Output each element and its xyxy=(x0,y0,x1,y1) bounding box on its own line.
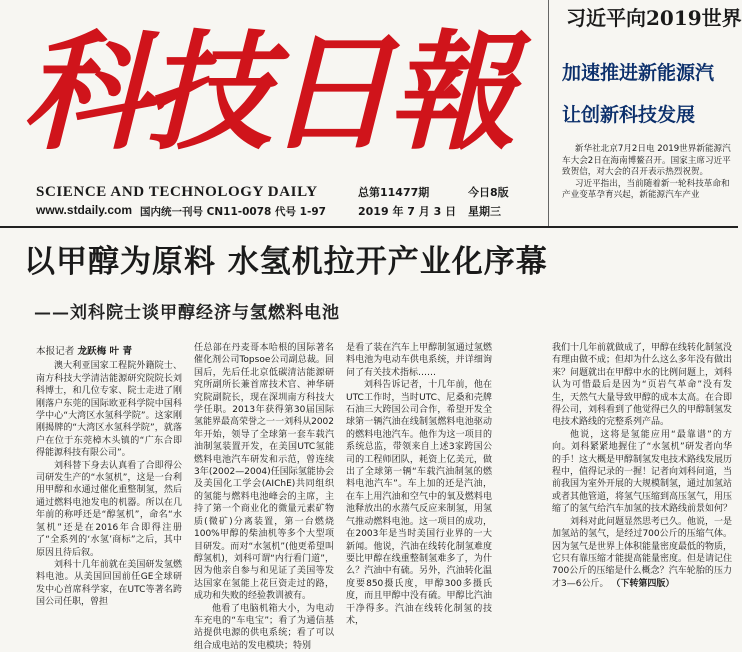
right-paragraph: 新华社北京7月2日电 2019世界新能源汽车大会2日在海南博鳌召开。国家主席习近平致贺信，对大会的召开表示热烈祝贺。 xyxy=(562,144,731,178)
column-divider xyxy=(548,0,549,228)
article-column-2 xyxy=(194,342,334,651)
article-paragraph: 他说，这将是氢能应用“最靠谱”的方向。刘科紧紧地握住了“水氢机”研发者向华的手！这大概是甲醇制氢发电技术路线发展历程中，值得记录的一握！记者向刘科问道，当前我国为室外开展的大规模制氢，通过加氢站或者其他管道，将氢气压缩到高压氢气，用压缩了的氢气给汽车加氢的技术路线前景如何？ xyxy=(552,429,733,515)
right-headline-1[interactable]: 习近平向2019世界 xyxy=(566,6,742,30)
masthead-rule xyxy=(0,226,738,228)
masthead-issn: 国内统一刊号 CN11-0078 代号 1-97 xyxy=(140,206,326,218)
article-paragraph xyxy=(552,516,732,590)
article-column-3 xyxy=(346,342,492,626)
masthead-date: 2019 年 7 月 3 日 xyxy=(358,205,457,218)
article-paragraph: 澳大利亚国家工程院外籍院士、南方科技大学清洁能源研究院院长刘科博士，和几位专家、院士走进了刚刚落户东莞的国际欧亚科学院中国科学中心“大湾区水氢科学院”。这家刚刚揭牌的“大湾区水氢科学院”，就落户在位于东莞樟木头镇的“广东合即得能源科技有限公司”。 xyxy=(36,361,182,459)
article-column-1 xyxy=(36,346,182,608)
masthead-english-title: SCIENCE AND TECHNOLOGY DAILY xyxy=(36,184,318,200)
byline-label: 本报记者 xyxy=(36,346,75,357)
article-paragraph: 我们十几年前就做成了，甲醇在线转化制氢没有理由做不成；但却为什么这么多年没有做出来？问题就出在甲醇中水的比例问题上，刘科认为可惜最后是因为“页岩气革命”没有发生，天然气大量导致甲醇的成本太高。在合即得公司，刘科看到了他觉得已久的甲醇制氢发电技术路线的完整系列产品。 xyxy=(552,343,733,428)
article-paragraph: 是看了装在汽车上甲醇制氢通过氢燃料电池为电动车供电系统，并详细询问了有关技术指标…… xyxy=(346,343,492,378)
article-paragraph: 他看了电脑机箱大小，为电动车充电的“车电宝”；看了为通信基站提供电源的供电系统；看了可以组合成电站的发电模块；特别 xyxy=(194,603,334,651)
article-paragraph: 刘科告诉记者，十几年前，他在UTC工作时，当时UTC、尼桑和壳牌石油三大跨国公司合作，希望开发全球第一辆汽油在线制氢燃料电池驱动的燃料电池汽车。他作为这一项目的系统总监，带领来自上述3家跨国公司的工程师团队，耗资上亿美元，做出了全球第一辆“车载汽油制氢的燃料电池汽车”。车上加的还是汽油，在车上用汽油和空气中的氧及燃料电池释放出的水蒸气反应来制氢，用氢气推动燃料电池。这一项目的成功，在2003年是当时美国行业界的一大新闻。他说，汽油在线转化制氢难度要比甲醇在线重整制氢难多了，为什么？汽油中有硫。另外，汽油转化温度要850摄氏度，甲醇300多摄氏度，而且甲醇中没有硫。甲醇比汽油干净得多。汽油在线转化制氢的技术， xyxy=(346,380,492,626)
article-byline xyxy=(36,346,182,358)
masthead-page-count: 今日8版 xyxy=(468,186,509,199)
masthead-weekday: 星期三 xyxy=(468,205,501,218)
right-article-body xyxy=(562,144,738,224)
article-headline[interactable]: 以甲醇为原料 水氢机拉开产业化序幕 xyxy=(24,244,548,280)
byline-names: 龙跃梅 叶 青 xyxy=(77,346,133,357)
article-subheadline: ——刘科院士谈甲醇经济与氢燃料电池 xyxy=(34,303,340,323)
article-paragraph: 刘科十几年前就在美国研发氢燃料电池。从美国回国前任GE全球研发中心首席科学家，在UTC等著名跨国公司任职，曾担 xyxy=(36,559,182,608)
article-paragraph-text: 刘科对此问题显然思考已久。他说，一是加氢站的氢气，是经过700公斤的压缩气体。因为氢气是世界上体积能量密度最低的物质，它只有靠压缩才能提高能量密度。但是请记住700公斤的压缩是什么概念？汽车轮胎的压力才3—6公斤。 xyxy=(552,516,733,589)
masthead-issue-number: 总第11477期 xyxy=(358,186,430,199)
masthead-logo: 科技日報 xyxy=(22,18,511,168)
masthead-website[interactable]: www.stdaily.com xyxy=(36,203,133,217)
right-headline-2[interactable]: 加速推进新能源汽 xyxy=(562,62,715,84)
article-paragraph: 任总部在丹麦哥本哈根的国际著名催化剂公司Topsoe公司副总裁。回国后，先后任北京低碳清洁能源研究所副所长兼首席技术官、神华研究院副院长，现在深圳南方科技大学任职。2013年获得第30届国际氢能界最高荣誉之一一刘科从2002年开始，领导了全球第一套车载汽油制氢装置开发，在美国UTC氢能燃料电池汽车研发和示范，曾连续3年(2002—2004)任国际氢能协会及美国化工学会(AIChE)共同组织的氢能与燃料电池峰会的主席，主持了第一个商业化的微量元素矿物质(微矿)分离装置，第一台燃烧100%甲醇的柴油机等多个大型项目研发。而对“水氢机”(他更希望叫醇氢机)，刘科可谓“内行看门道”，因为他亲自参与和见证了美国等发达国家在氢能上花巨资走过的路，成功和失败的经验教训被有。 xyxy=(194,343,334,602)
continued-link[interactable]: （下转第四版） xyxy=(611,578,675,589)
article-column-4 xyxy=(552,342,732,602)
article-paragraph: 刘科替下身去认真看了合即得公司研发生产的“水氢机”，这是一台利用甲醇和水通过催化重整制氢，然后通过燃料电池发电的机器。所以在几年前的称呼还是“醇氢机”，命名“水氢机”还是在2016年合即得注册了“全系列的‘水氢’商标”之后，其中原因且待后叙。 xyxy=(36,460,182,558)
right-headline-3[interactable]: 让创新科技发展 xyxy=(562,104,696,126)
right-paragraph: 习近平指出，当前随着新一轮科技革命和产业变革孕育兴起，新能源汽车产业 xyxy=(562,178,730,201)
